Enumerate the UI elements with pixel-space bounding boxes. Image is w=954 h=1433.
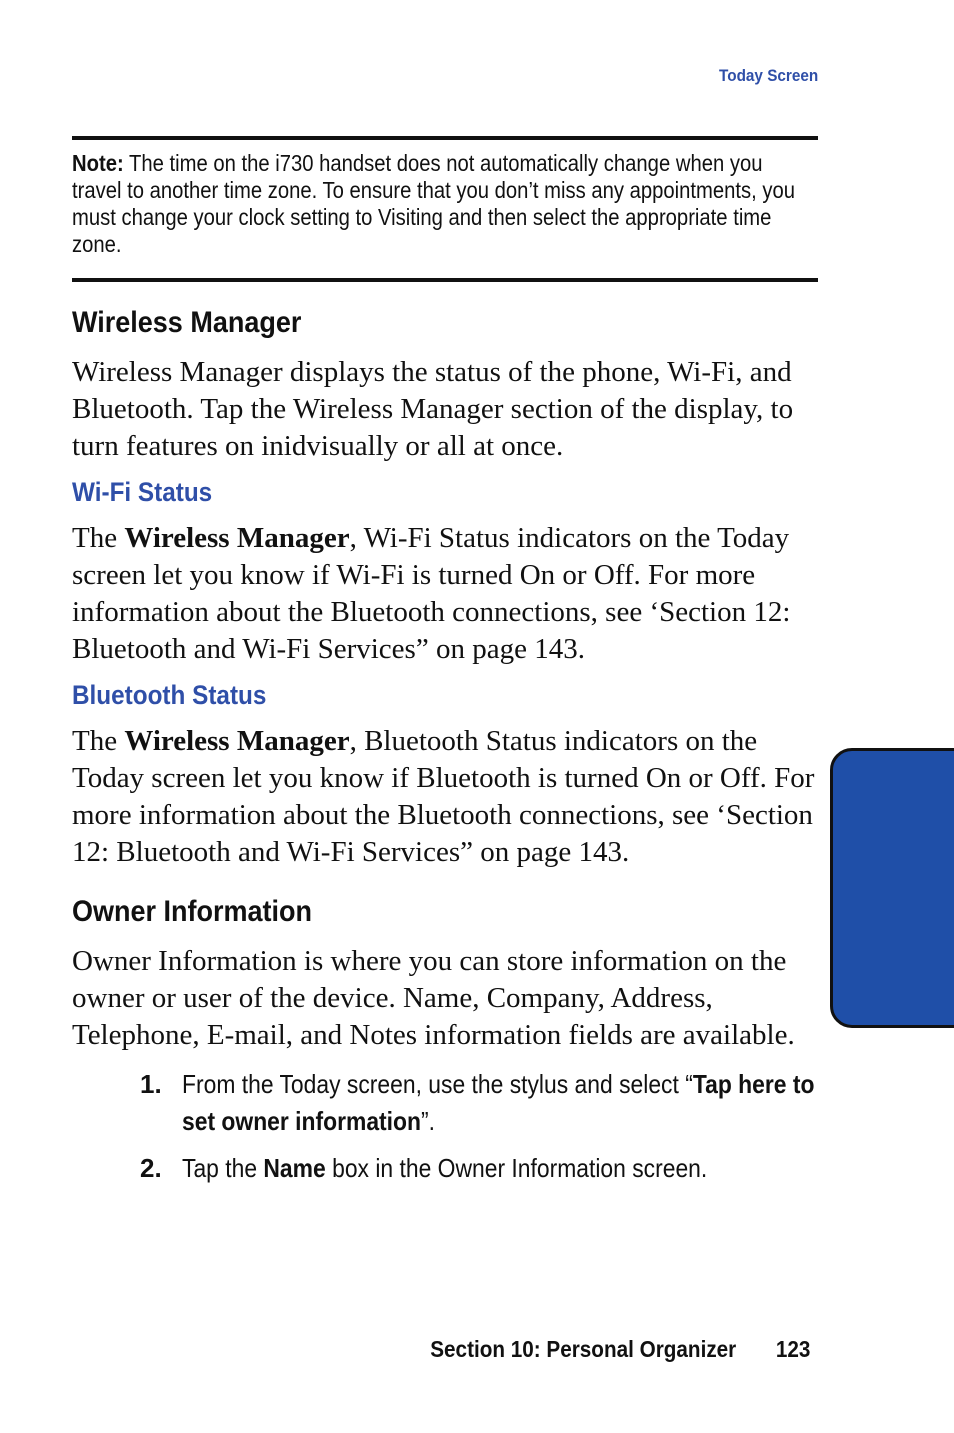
- wifi-rest: , Wi-Fi Status indicators on the Today screen let you know if Wi-Fi is turned On or Off. For more information about the Bluetooth connections, see ‘Section 12: Bluetooth and Wi-Fi Services” on page 143.: [72, 522, 791, 665]
- note-bottom-rule: [72, 278, 818, 282]
- bluetooth-status-paragraph: [72, 723, 818, 871]
- step-bold: Tap here to set owner information: [182, 1069, 815, 1136]
- bt-rest: , Bluetooth Status indicators on the Today screen let you know if Bluetooth is turned On or Off. For more information about the Bluetooth connections, see ‘Section 12: Bluetooth and Wi-Fi Services” on page 143.: [72, 725, 815, 868]
- wifi-lead: The: [72, 522, 125, 554]
- step-pre: From the Today screen, use the stylus and select “: [182, 1069, 693, 1099]
- bluetooth-status-heading: Bluetooth Status: [72, 680, 267, 710]
- section-side-tab: [830, 748, 954, 1028]
- bt-lead: The: [72, 725, 125, 757]
- step-post: box in the Owner Information screen.: [325, 1153, 708, 1183]
- step-number: 2.: [140, 1153, 162, 1183]
- step-item: [140, 1150, 818, 1187]
- page-content: [72, 136, 818, 1197]
- wifi-bold: Wireless Manager: [124, 522, 350, 554]
- owner-information-heading: Owner Information: [72, 895, 313, 928]
- note-text: The time on the i730 handset does not automatically change when you travel to another time zone. To ensure that you don’t miss any appointments, you must change your clock setting to Visiting and then select the appropriate time zone.: [72, 150, 796, 257]
- section-tab-label: Section 10: [778, 848, 833, 928]
- step-number: 1.: [140, 1069, 162, 1099]
- wireless-manager-paragraph: Wireless Manager displays the status of the phone, Wi-Fi, and Bluetooth. Tap the Wireless Manager section of the display, to turn features on inidvisually or all at once.: [72, 356, 794, 462]
- page-number: 123: [775, 1336, 810, 1362]
- wifi-status-paragraph: [72, 520, 818, 668]
- note-label: Note:: [72, 150, 124, 176]
- step-item: [140, 1066, 818, 1140]
- footer-section-title: Section 10: Personal Organizer: [429, 1336, 736, 1362]
- note-box: [72, 140, 814, 278]
- bt-bold: Wireless Manager: [124, 725, 350, 757]
- wireless-manager-heading: Wireless Manager: [72, 306, 302, 339]
- step-pre: Tap the: [182, 1153, 264, 1183]
- running-header: Today Screen: [718, 66, 818, 85]
- wifi-status-heading: Wi-Fi Status: [72, 477, 213, 507]
- step-bold: Name: [263, 1153, 326, 1183]
- owner-information-paragraph: Owner Information is where you can store information on the owner or user of the device. Name, Company, Address, Telephone, E-mail, and Notes information fields are available.: [72, 945, 795, 1051]
- page-footer: [430, 1336, 810, 1363]
- step-post: ”.: [420, 1106, 435, 1136]
- owner-steps-list: [140, 1066, 818, 1187]
